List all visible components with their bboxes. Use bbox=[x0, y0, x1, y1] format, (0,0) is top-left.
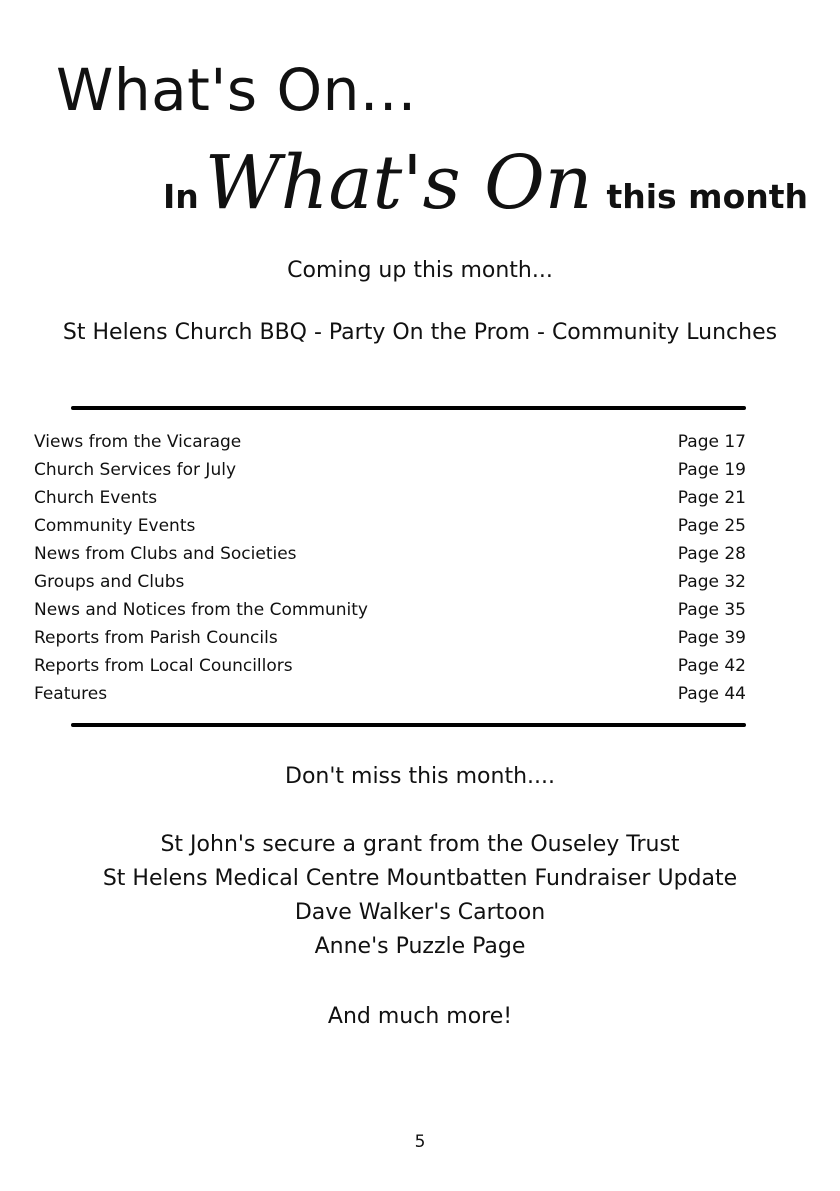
contents-item-page: Page 21 bbox=[677, 488, 746, 508]
contents-item-page: Page 28 bbox=[677, 544, 746, 564]
contents-item bbox=[34, 456, 746, 484]
divider-top bbox=[71, 406, 746, 410]
contents-item-page: Page 19 bbox=[677, 460, 746, 480]
coming-up-items: St Helens Church BBQ - Party On the Prom - Community Lunches bbox=[62, 320, 778, 345]
contents-item-title: Church Events bbox=[34, 488, 158, 508]
contents-item bbox=[34, 596, 746, 624]
subtitle-main: What's On bbox=[204, 140, 593, 226]
contents-item bbox=[34, 540, 746, 568]
page-number: 5 bbox=[414, 1132, 426, 1152]
dont-miss-item: St Helens Medical Centre Mountbatten Fundraiser Update bbox=[102, 866, 738, 891]
dont-miss-item: Anne's Puzzle Page bbox=[314, 934, 526, 959]
contents-item bbox=[34, 568, 746, 596]
contents-item-page: Page 17 bbox=[677, 432, 746, 452]
contents-item-page: Page 32 bbox=[677, 572, 746, 592]
contents-list bbox=[34, 428, 746, 708]
subtitle bbox=[0, 140, 808, 226]
contents-item bbox=[34, 484, 746, 512]
divider-bottom bbox=[71, 723, 746, 727]
closing-line: And much more! bbox=[327, 1004, 513, 1029]
contents-item bbox=[34, 428, 746, 456]
dont-miss-heading: Don't miss this month.... bbox=[285, 764, 555, 789]
contents-item-page: Page 42 bbox=[677, 656, 746, 676]
contents-item-title: Church Services for July bbox=[34, 460, 236, 480]
subtitle-prefix: In bbox=[162, 177, 199, 216]
coming-up-heading: Coming up this month... bbox=[287, 258, 553, 283]
contents-item-title: Reports from Parish Councils bbox=[34, 628, 278, 648]
contents-item bbox=[34, 624, 746, 652]
contents-item-title: Views from the Vicarage bbox=[34, 432, 242, 452]
contents-item-page: Page 39 bbox=[677, 628, 746, 648]
contents-item-title: Features bbox=[34, 684, 108, 704]
contents-item-title: Reports from Local Councillors bbox=[34, 656, 293, 676]
dont-miss-item: St John's secure a grant from the Ouseley Trust bbox=[160, 832, 680, 857]
contents-item-title: Community Events bbox=[34, 516, 196, 536]
subtitle-suffix: this month bbox=[606, 177, 808, 216]
contents-item-page: Page 35 bbox=[677, 600, 746, 620]
contents-item-title: Groups and Clubs bbox=[34, 572, 185, 592]
contents-item-title: News from Clubs and Societies bbox=[34, 544, 297, 564]
contents-item bbox=[34, 680, 746, 708]
contents-item bbox=[34, 512, 746, 540]
contents-item-page: Page 25 bbox=[677, 516, 746, 536]
contents-item bbox=[34, 652, 746, 680]
contents-item-page: Page 44 bbox=[677, 684, 746, 704]
dont-miss-list bbox=[0, 828, 840, 964]
contents-item-title: News and Notices from the Community bbox=[34, 600, 368, 620]
page-title: What's On... bbox=[56, 56, 417, 124]
dont-miss-item: Dave Walker's Cartoon bbox=[294, 900, 546, 925]
